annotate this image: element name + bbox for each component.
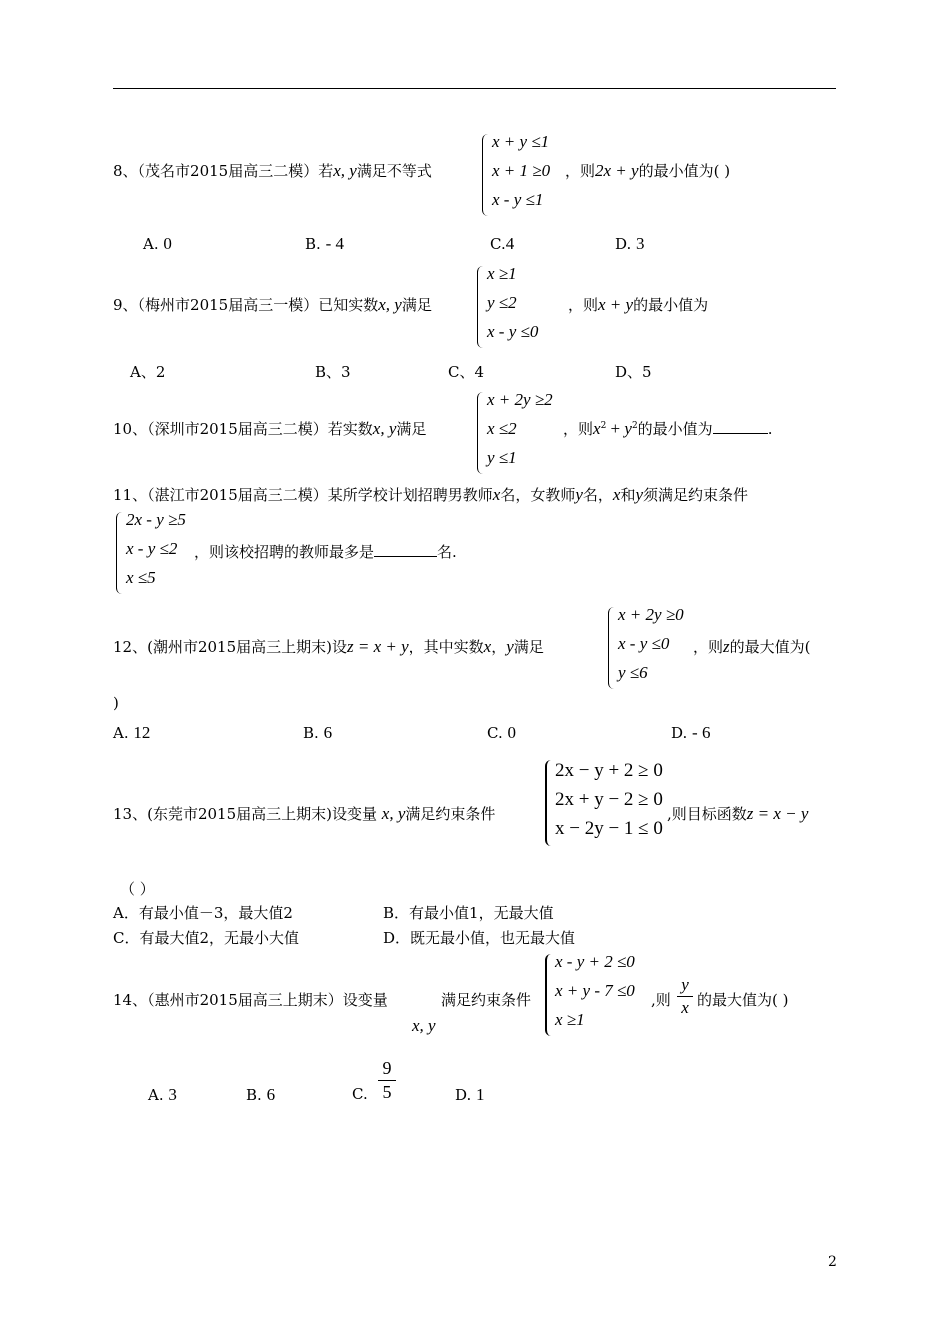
q9-ineq-1: x ≥1 xyxy=(487,264,517,283)
q13-option-a: A．有最小值－3，最大值2 xyxy=(113,904,293,922)
q8-ineq-2: x + 1 ≥0 xyxy=(492,161,551,180)
q14-ineq-2: x + y - 7 ≤0 xyxy=(555,981,635,1000)
q12-option-d: D. - 6 xyxy=(671,723,711,742)
q11-stem-right: ，则该校招聘的教师最多是 名. xyxy=(194,543,457,561)
q10-ineq-3: y ≤1 xyxy=(487,448,517,467)
q13-option-b: B．有最小值1，无最大值 xyxy=(383,904,554,922)
q8-option-a: A. 0 xyxy=(143,234,172,253)
q11-stem-line1: 11、（湛江市2015届高三二模）某所学校计划招聘男教师x名，女教师y名，x和y须满足约束条件 xyxy=(113,485,749,504)
q14-option-c-fraction: 9 5 xyxy=(378,1058,396,1103)
q13-ineq-2: 2x + y − 2 ≥ 0 xyxy=(555,789,663,810)
header-rule xyxy=(113,88,836,89)
q12-stem-right: ，则z的最大值为( xyxy=(693,637,811,656)
q12-option-b: B. 6 xyxy=(303,723,333,742)
q14-stem-mid: 满足约束条件 xyxy=(441,991,532,1009)
q10-stem-left: 10、（深圳市2015届高三二模）若实数x, y满足 xyxy=(113,419,427,438)
q10-answer-blank[interactable] xyxy=(713,433,768,434)
q13-option-c: C．有最大值2，无最小大值 xyxy=(113,929,300,947)
q14-stem-end: 的最大值为( ) xyxy=(697,991,789,1009)
q9-stem-right: ，则x + y的最小值为 xyxy=(568,295,709,314)
q14-stem-left: 14、（惠州市2015届高三上期末）设变量 xyxy=(113,991,388,1009)
page-number: 2 xyxy=(828,1254,837,1270)
q9-system xyxy=(477,264,577,350)
q14-system xyxy=(545,952,655,1038)
q14-stem-post: ,则 xyxy=(651,991,671,1009)
q14-option-b: B. 6 xyxy=(246,1085,276,1104)
q11-ineq-1: 2x - y ≥5 xyxy=(126,510,186,529)
q12-option-c: C. 0 xyxy=(487,723,516,742)
q12-option-a: A. 12 xyxy=(113,723,151,742)
q14-option-a: A. 3 xyxy=(148,1085,177,1104)
q11-ineq-3: x ≤5 xyxy=(126,568,156,587)
q13-ineq-3: x − 2y − 1 ≤ 0 xyxy=(555,818,663,839)
q9-stem-left: 9、（梅州市2015届高三一模）已知实数x, y满足 xyxy=(113,295,432,314)
q14-fraction: y x xyxy=(677,975,693,1018)
q8-option-b: B. - 4 xyxy=(305,234,344,253)
q12-close-paren: ) xyxy=(113,694,119,712)
q8-stem-right: ，则2x + y的最小值为( ) xyxy=(565,161,731,180)
q13-paren: （ ） xyxy=(120,880,155,898)
q8-ineq-3: x - y ≤1 xyxy=(492,190,544,209)
q13-option-d: D．既无最小值，也无最大值 xyxy=(383,929,576,947)
q12-ineq-1: x + 2y ≥0 xyxy=(618,605,684,624)
q9-option-b: B、3 xyxy=(315,363,351,381)
q10-system xyxy=(477,390,577,476)
q14-option-c-label: C. xyxy=(352,1085,368,1103)
q8-option-c: C.4 xyxy=(490,234,515,253)
q10-stem-right: ，则$x^2 + y^2$的最小值为 . xyxy=(563,419,773,438)
q13-stem-right: ,则目标函数z = x − y xyxy=(667,804,809,823)
q10-ineq-1: x + 2y ≥2 xyxy=(487,390,553,409)
q9-ineq-2: y ≤2 xyxy=(487,293,517,312)
q13-stem-left: 13、(东莞市2015届高三上期末)设变量 x, y满足约束条件 xyxy=(113,804,496,823)
q14-ineq-3: x ≥1 xyxy=(555,1010,585,1029)
q8-ineq-1: x + y ≤1 xyxy=(492,132,550,151)
q12-stem-left: 12、(潮州市2015届高三上期末)设z = x + y，其中实数x，y满足 xyxy=(113,637,544,656)
q12-ineq-2: x - y ≤0 xyxy=(618,634,670,653)
q14-vars: x, y xyxy=(412,1016,436,1035)
q11-ineq-2: x - y ≤2 xyxy=(126,539,178,558)
q13-ineq-1: 2x − y + 2 ≥ 0 xyxy=(555,760,663,781)
q9-ineq-3: x - y ≤0 xyxy=(487,322,539,341)
q10-ineq-2: x ≤2 xyxy=(487,419,517,438)
q8-option-d: D. 3 xyxy=(615,234,645,253)
q9-option-a: A、2 xyxy=(130,363,166,381)
q13-system xyxy=(545,758,675,848)
q8-stem-left: 8、（茂名市2015届高三二模）若x, y满足不等式 xyxy=(113,161,432,180)
q14-option-d: D. 1 xyxy=(455,1085,485,1104)
q14-ineq-1: x - y + 2 ≤0 xyxy=(555,952,635,971)
q12-ineq-3: y ≤6 xyxy=(618,663,648,682)
q11-answer-blank[interactable] xyxy=(374,556,437,557)
q9-option-c: C、4 xyxy=(448,363,485,381)
q9-option-d: D、5 xyxy=(615,363,652,381)
